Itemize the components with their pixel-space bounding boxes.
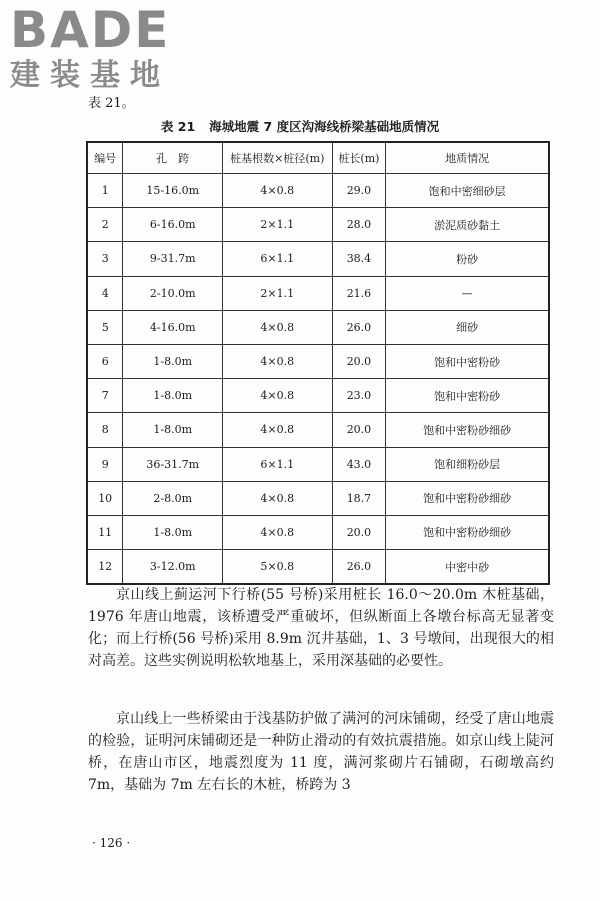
cell-length: 26.0 [332, 550, 386, 585]
table-row [87, 310, 549, 344]
cell-length: 18.7 [332, 481, 386, 515]
cell-length: 38.4 [332, 242, 386, 276]
cell-length: 23.0 [332, 379, 386, 413]
cell-id: 9 [87, 447, 123, 481]
cell-piles: 4×0.8 [222, 379, 332, 413]
geology-table [86, 141, 550, 585]
cell-length: 21.6 [332, 276, 386, 310]
cell-geology: 饱和细粉砂层 [386, 447, 549, 481]
cell-id: 2 [87, 208, 123, 242]
cell-span: 1-8.0m [123, 379, 223, 413]
watermark-logo [10, 1, 171, 94]
header-cell-piles: 桩基根数×桩径(m) [222, 142, 332, 174]
cell-piles: 4×0.8 [222, 481, 332, 515]
cell-id: 8 [87, 413, 123, 447]
cell-piles: 2×1.1 [222, 208, 332, 242]
cell-geology: 粉砂 [386, 242, 549, 276]
table-row [87, 344, 549, 378]
table-row [87, 550, 549, 585]
cell-geology: 淤泥质砂黏土 [386, 208, 549, 242]
cell-piles: 4×0.8 [222, 413, 332, 447]
cell-geology: 中密中砂 [386, 550, 549, 585]
cell-span: 3-12.0m [123, 550, 223, 585]
cell-piles: 4×0.8 [222, 310, 332, 344]
cell-id: 4 [87, 276, 123, 310]
cell-span: 15-16.0m [123, 174, 223, 208]
table-row [87, 242, 549, 276]
table-caption [0, 117, 600, 135]
cell-piles: 6×1.1 [222, 447, 332, 481]
cell-length: 20.0 [332, 515, 386, 549]
table-row [87, 481, 549, 515]
cell-span: 6-16.0m [123, 208, 223, 242]
paragraph-text: 京山线上一些桥梁由于浅基防护做了满河的河床铺砌，经受了唐山地震的检验，证明河床铺砌还是一种防止滑动的有效抗震措施。如京山线上陡河桥，在唐山市区，地震烈度为 11 度，满河浆砌片石铺砌，石砌墩高约 7m，基础为 7m 左右长的木桩，桥跨为 3 [88, 711, 554, 793]
table-row [87, 413, 549, 447]
body-paragraph-2 [88, 708, 554, 796]
cell-id: 10 [87, 481, 123, 515]
cell-geology: 饱和中密粉砂细砂 [386, 481, 549, 515]
page-number: · 126 · [92, 836, 131, 850]
cell-geology: 细砂 [386, 310, 549, 344]
table-body [87, 174, 549, 585]
cell-piles: 5×0.8 [222, 550, 332, 585]
cell-length: 26.0 [332, 310, 386, 344]
cell-geology: 饱和中密粉砂 [386, 344, 549, 378]
cell-piles: 4×0.8 [222, 344, 332, 378]
table-caption-title: 海城地震 7 度区沟海线桥梁基础地质情况 [209, 119, 440, 134]
table-row [87, 515, 549, 549]
table-row [87, 447, 549, 481]
cell-geology: — [386, 276, 549, 310]
cell-span: 2-10.0m [123, 276, 223, 310]
cell-span: 1-8.0m [123, 413, 223, 447]
table-caption-number: 表 21 [160, 119, 196, 134]
cell-length: 43.0 [332, 447, 386, 481]
cell-piles: 4×0.8 [222, 515, 332, 549]
table-row [87, 276, 549, 310]
cell-span: 9-31.7m [123, 242, 223, 276]
cell-length: 20.0 [332, 344, 386, 378]
cell-geology: 饱和中密粉砂细砂 [386, 515, 549, 549]
cell-geology: 饱和中密细砂层 [386, 174, 549, 208]
cell-length: 29.0 [332, 174, 386, 208]
cell-geology: 饱和中密粉砂 [386, 379, 549, 413]
cell-id: 12 [87, 550, 123, 585]
cell-span: 4-16.0m [123, 310, 223, 344]
cell-span: 2-8.0m [123, 481, 223, 515]
preceding-text: 表 21。 [88, 96, 135, 111]
table-row [87, 174, 549, 208]
cell-piles: 4×0.8 [222, 174, 332, 208]
cell-span: 1-8.0m [123, 515, 223, 549]
cell-id: 7 [87, 379, 123, 413]
cell-length: 28.0 [332, 208, 386, 242]
header-cell-span: 孔 跨 [123, 142, 223, 174]
cell-span: 1-8.0m [123, 344, 223, 378]
cell-id: 6 [87, 344, 123, 378]
table-header [87, 142, 549, 174]
table-row [87, 208, 549, 242]
cell-piles: 2×1.1 [222, 276, 332, 310]
cell-piles: 6×1.1 [222, 242, 332, 276]
header-cell-length: 桩长(m) [332, 142, 386, 174]
logo-main-text: BADE [10, 1, 171, 59]
table-row [87, 379, 549, 413]
body-paragraph-1 [88, 584, 554, 672]
cell-id: 11 [87, 515, 123, 549]
cell-geology: 饱和中密粉砂细砂 [386, 413, 549, 447]
header-row [87, 142, 549, 174]
header-cell-id: 编号 [87, 142, 123, 174]
logo-sub-text: 建装基地 [10, 58, 170, 93]
cell-id: 3 [87, 242, 123, 276]
cell-length: 20.0 [332, 413, 386, 447]
cell-id: 1 [87, 174, 123, 208]
paragraph-text: 京山线上蓟运河下行桥(55 号桥)采用桩长 16.0～20.0m 木桩基础，1976 年唐山地震，该桥遭受严重破坏，但纵断面上各墩台标高无显著变化；而上行桥(56 号桥)采用 8.9m 沉井基础，1、3 号墩间，出现很大的相对高差。这些实例说明松软地基上，采用深基础的必要性。 [88, 587, 554, 669]
header-cell-geology: 地质情况 [386, 142, 549, 174]
cell-span: 36-31.7m [123, 447, 223, 481]
cell-id: 5 [87, 310, 123, 344]
